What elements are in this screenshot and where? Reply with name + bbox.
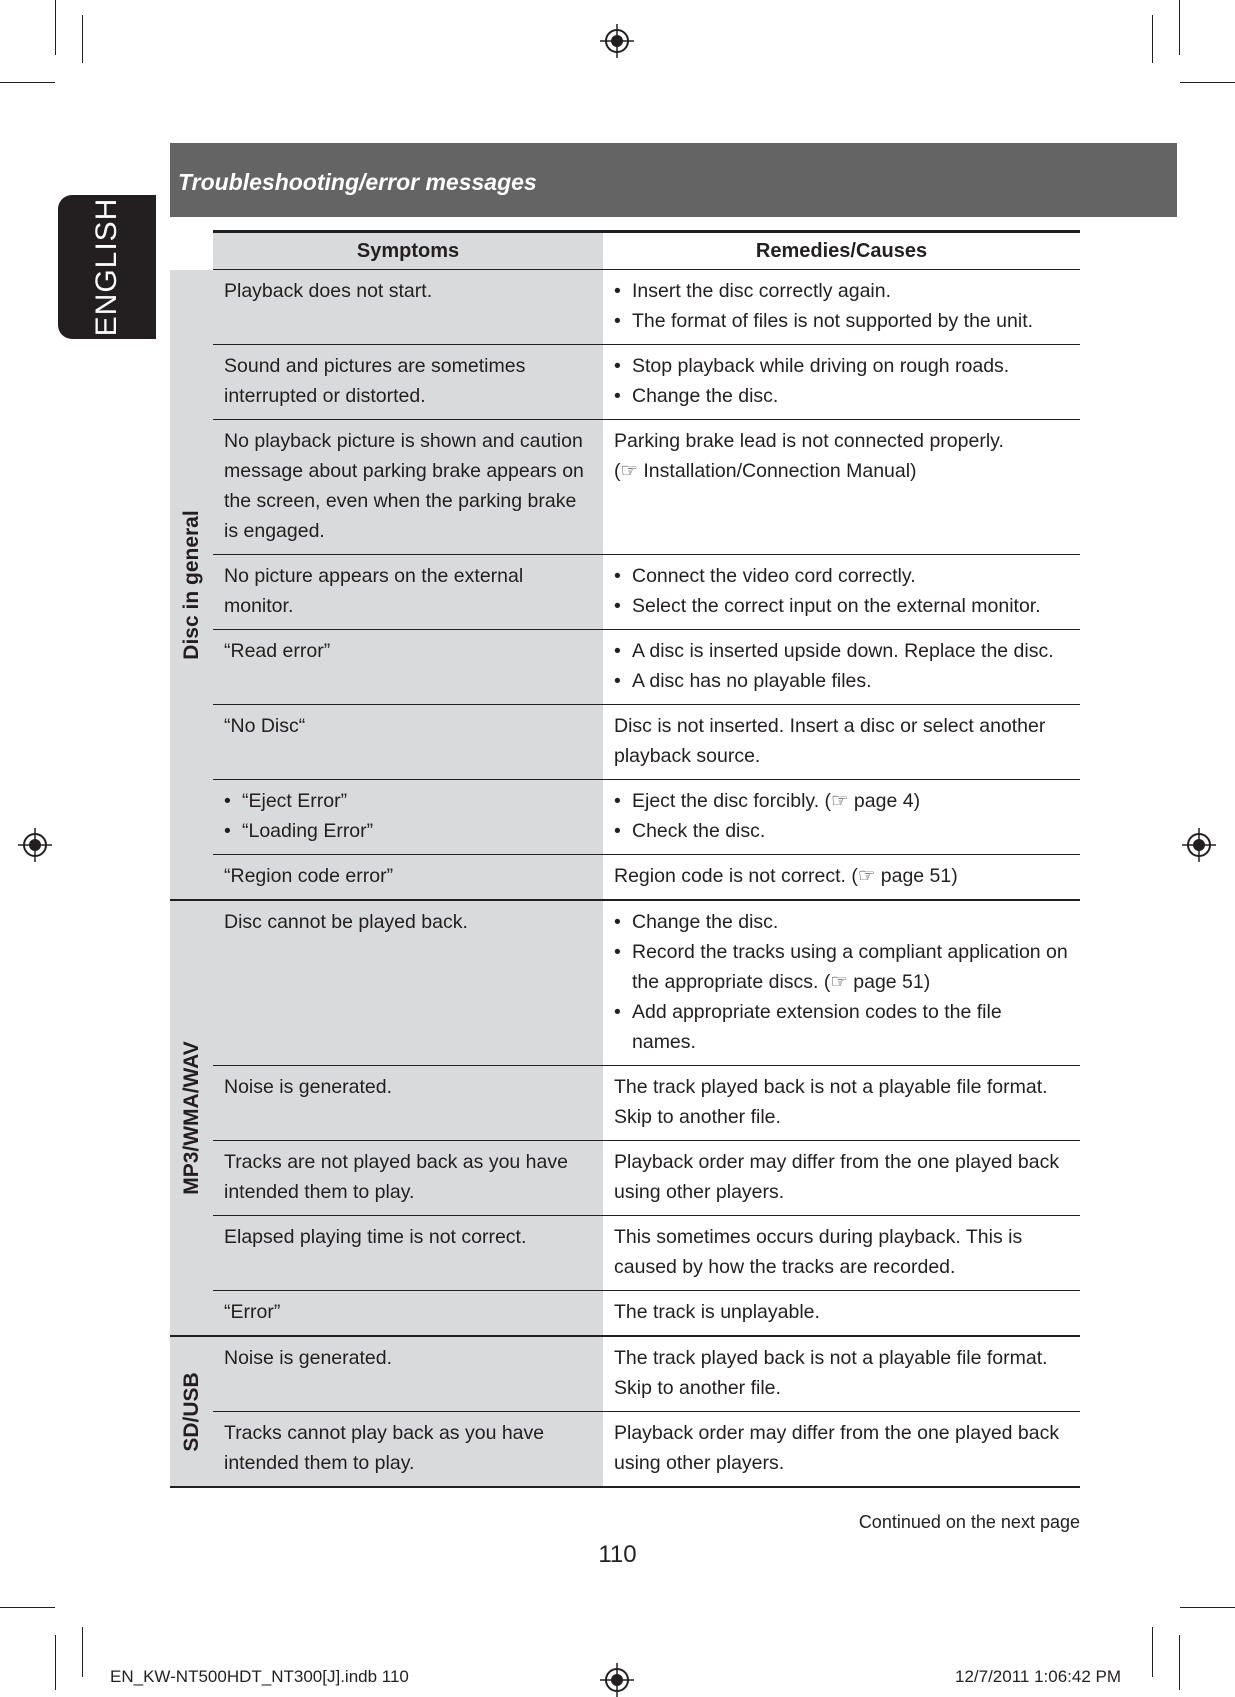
symptom-cell: [213, 901, 603, 1065]
bullet-item: [614, 351, 1070, 381]
bullet-icon: •: [614, 1001, 621, 1023]
bullet-text: Stop playback while driving on rough roads.: [632, 355, 1010, 377]
bullet-item: [614, 997, 1070, 1057]
bullet-icon: •: [224, 790, 231, 812]
bullet-item: [614, 591, 1070, 621]
cell-text: “No Disc“: [224, 715, 306, 737]
symptom-cell: [213, 1412, 603, 1486]
remedy-cell: [603, 1216, 1080, 1290]
symptom-cell: [213, 555, 603, 629]
footer-date: 12/7/2011 1:06:42 PM: [955, 1667, 1122, 1686]
symptom-cell: [213, 780, 603, 854]
symptom-cell: [213, 1337, 603, 1411]
bullet-text: A disc is inserted upside down. Replace the disc.: [632, 640, 1054, 662]
bullet-item: [614, 816, 1070, 846]
registration-mark-icon: [18, 828, 52, 862]
symptom-cell: [213, 1216, 603, 1290]
section-title-bar: [170, 143, 1177, 217]
crop-mark: [55, 0, 56, 55]
language-tab-label: ENGLISH: [90, 197, 123, 337]
bullet-text: Select the correct input on the external monitor.: [632, 595, 1041, 617]
group-label-text: Disc in general: [179, 509, 203, 660]
cell-text: This sometimes occurs during playback. This is caused by how the tracks are recorded.: [614, 1226, 1023, 1278]
table-row: [213, 780, 1080, 855]
cell-text: The track is unplayable.: [614, 1301, 820, 1323]
symptom-cell: [213, 1291, 603, 1335]
cell-text: “Read error”: [224, 640, 331, 662]
bullet-text: A disc has no playable files.: [632, 670, 872, 692]
crop-mark: [0, 82, 55, 83]
bullet-text: Eject the disc forcibly. (☞ page 4): [632, 790, 921, 812]
remedy-cell: [603, 345, 1080, 419]
bullet-text: “Loading Error”: [242, 820, 374, 842]
crop-mark: [82, 1627, 83, 1677]
table-row: [213, 420, 1080, 555]
bullet-icon: •: [614, 670, 621, 692]
header-remedies: Remedies/Causes: [755, 239, 928, 262]
header-symptoms: Symptoms: [213, 233, 603, 269]
cell-text: Disc is not inserted. Insert a disc or select another playback source.: [614, 715, 1046, 767]
remedy-cell: [603, 1066, 1080, 1140]
table-row: [213, 1066, 1080, 1141]
continued-note: Continued on the next page: [858, 1512, 1080, 1532]
cell-text: Playback does not start.: [224, 280, 433, 302]
bullet-text: “Eject Error”: [242, 790, 348, 812]
cell-text: “Region code error”: [224, 865, 394, 887]
cell-text: Playback order may differ from the one played back using other players.: [614, 1422, 1060, 1474]
symptom-cell: [213, 420, 603, 554]
table-row: [213, 705, 1080, 780]
table-row: [213, 270, 1080, 345]
cell-text: Parking brake lead is not connected properly.: [614, 430, 1004, 452]
bullet-item: [614, 276, 1070, 306]
bullet-item: [614, 306, 1070, 336]
bullet-item: [614, 937, 1070, 997]
crop-mark: [1179, 1635, 1180, 1690]
remedy-cell: [603, 1141, 1080, 1215]
group-label-text: MP3/WMA/WAV: [179, 1041, 203, 1195]
table-row: [213, 1141, 1080, 1216]
table-group: [170, 1337, 1080, 1488]
table-row: [213, 901, 1080, 1066]
footer-file-info: EN_KW-NT500HDT_NT300[J].indb 110: [110, 1667, 409, 1686]
registration-mark-icon: [600, 24, 634, 58]
group-label: [170, 270, 213, 899]
table-row: [213, 1337, 1080, 1412]
bullet-text: Add appropriate extension codes to the file names.: [632, 1001, 1002, 1053]
remedy-cell: [603, 1337, 1080, 1411]
bullet-item: [614, 381, 1070, 411]
bullet-icon: •: [614, 595, 621, 617]
symptom-cell: [213, 345, 603, 419]
section-title: Troubleshooting/error messages: [178, 169, 537, 195]
bullet-item: [224, 816, 591, 846]
crop-mark: [55, 1635, 56, 1690]
bullet-text: Insert the disc correctly again.: [632, 280, 892, 302]
table-row: [213, 1216, 1080, 1291]
cell-text: Sound and pictures are sometimes interrupted or distorted.: [224, 355, 526, 407]
cell-text: Region code is not correct. (☞ page 51): [614, 865, 958, 887]
table-row: [213, 630, 1080, 705]
bullet-icon: •: [614, 280, 621, 302]
bullet-item: [614, 907, 1070, 937]
symptom-cell: [213, 855, 603, 899]
bullet-icon: •: [614, 640, 621, 662]
cell-text: (☞ Installation/Connection Manual): [614, 460, 917, 482]
cell-text: The track played back is not a playable file format. Skip to another file.: [614, 1347, 1048, 1399]
registration-mark-icon: [600, 1663, 634, 1697]
remedy-cell: [603, 270, 1080, 344]
bullet-icon: •: [614, 355, 621, 377]
bullet-item: [614, 561, 1070, 591]
bullet-icon: •: [614, 820, 621, 842]
crop-mark: [1180, 1607, 1235, 1608]
bullet-text: Connect the video cord correctly.: [632, 565, 916, 587]
bullet-text: The format of files is not supported by the unit.: [632, 310, 1034, 332]
bullet-item: [224, 786, 591, 816]
crop-mark: [1152, 1627, 1153, 1677]
troubleshooting-table: [170, 230, 1080, 1488]
cell-text: No picture appears on the external monitor.: [224, 565, 524, 617]
table-row: [213, 345, 1080, 420]
registration-mark-icon: [1182, 828, 1216, 862]
remedy-cell: [603, 855, 1080, 899]
bullet-icon: •: [614, 565, 621, 587]
table-header: [213, 230, 1080, 270]
cell-text: Noise is generated.: [224, 1076, 393, 1098]
remedy-cell: [603, 901, 1080, 1065]
table-group: [170, 270, 1080, 901]
symptom-cell: [213, 1066, 603, 1140]
table-row: [213, 555, 1080, 630]
bullet-text: Check the disc.: [632, 820, 766, 842]
bullet-item: [614, 786, 1070, 816]
cell-text: No playback picture is shown and caution message about parking brake appears on the screen, even when the parking brake is engaged.: [224, 430, 584, 542]
remedy-cell: [603, 780, 1080, 854]
table-row: [213, 1291, 1080, 1335]
cell-text: The track played back is not a playable file format. Skip to another file.: [614, 1076, 1048, 1128]
bullet-text: Record the tracks using a compliant application on the appropriate discs. (☞ page 51): [632, 941, 1068, 993]
bullet-icon: •: [614, 385, 621, 407]
bullet-icon: •: [614, 790, 621, 812]
bullet-item: [614, 636, 1070, 666]
bullet-item: [614, 666, 1070, 696]
cell-text: “Error”: [224, 1301, 281, 1323]
symptom-cell: [213, 705, 603, 779]
cell-text: Noise is generated.: [224, 1347, 393, 1369]
bullet-icon: •: [614, 941, 621, 963]
group-label-text: SD/USB: [179, 1371, 203, 1452]
cell-text: Tracks cannot play back as you have intended them to play.: [224, 1422, 545, 1474]
table-row: [213, 1412, 1080, 1486]
remedy-cell: [603, 555, 1080, 629]
symptom-cell: [213, 1141, 603, 1215]
bullet-icon: •: [614, 310, 621, 332]
bullet-icon: •: [224, 820, 231, 842]
crop-mark: [82, 15, 83, 63]
crop-mark: [0, 1607, 55, 1608]
group-label: [170, 1337, 213, 1486]
symptom-cell: [213, 270, 603, 344]
remedy-cell: [603, 705, 1080, 779]
cell-text: Playback order may differ from the one played back using other players.: [614, 1151, 1060, 1203]
symptom-cell: [213, 630, 603, 704]
cell-text: Elapsed playing time is not correct.: [224, 1226, 527, 1248]
page-number: 110: [598, 1541, 637, 1568]
remedy-cell: [603, 1291, 1080, 1335]
crop-mark: [1152, 15, 1153, 63]
bullet-text: Change the disc.: [632, 911, 779, 933]
remedy-cell: [603, 1412, 1080, 1486]
table-group: [170, 901, 1080, 1337]
cell-text: Tracks are not played back as you have intended them to play.: [224, 1151, 568, 1203]
table-row: [213, 855, 1080, 899]
group-label: [170, 901, 213, 1335]
cell-text: Disc cannot be played back.: [224, 911, 468, 933]
remedy-cell: [603, 420, 1080, 554]
remedy-cell: [603, 630, 1080, 704]
bullet-text: Change the disc.: [632, 385, 779, 407]
language-tab: [58, 195, 156, 339]
crop-mark: [1179, 0, 1180, 55]
bullet-icon: •: [614, 911, 621, 933]
crop-mark: [1180, 82, 1235, 83]
table-body: [170, 270, 1080, 1488]
